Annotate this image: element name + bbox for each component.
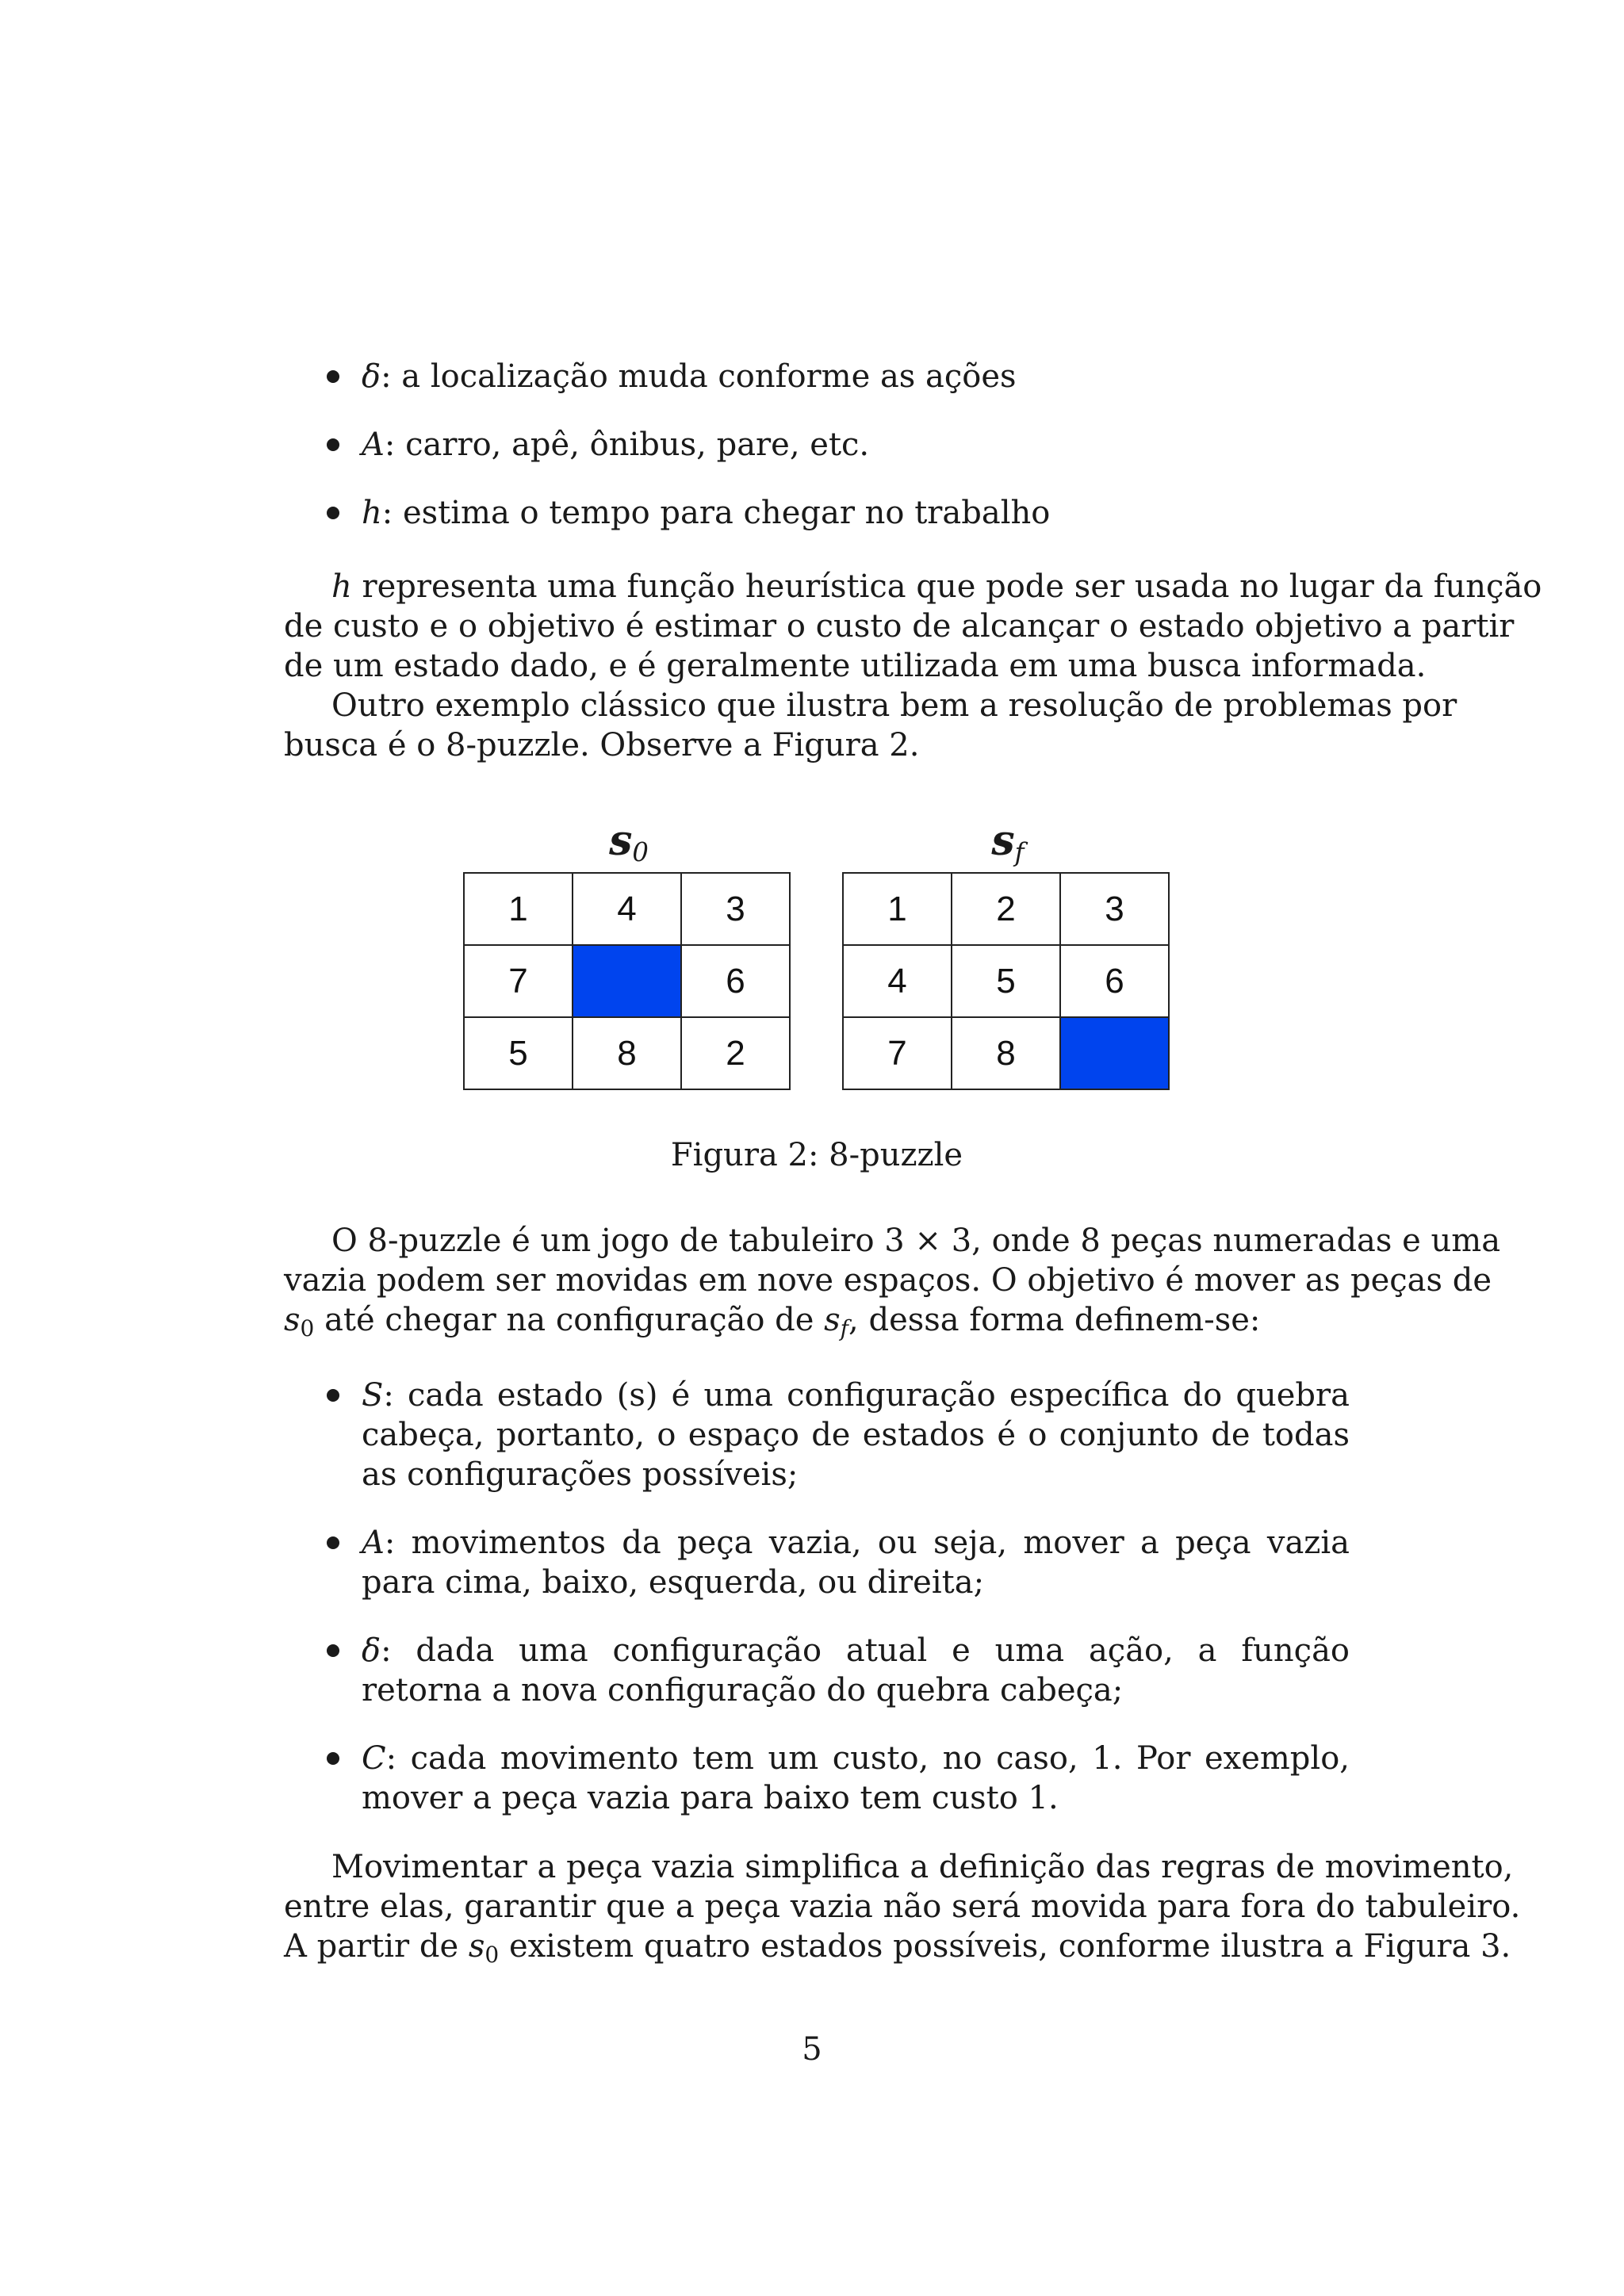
- puzzle-tile: 6: [1061, 946, 1170, 1018]
- item-symbol: h: [362, 495, 382, 531]
- list-item: [327, 1739, 1350, 1818]
- board-label-s0: $s_0$: [609, 817, 649, 868]
- item-symbol: S: [362, 1377, 384, 1414]
- page-number: 5: [802, 2031, 822, 2068]
- bullet-icon: [327, 1389, 339, 1402]
- puzzle-tile: 5: [952, 946, 1061, 1018]
- paragraph-line: vazia podem ser movidas em nove espaços. O objetivo é mover as peças de: [284, 1262, 1492, 1299]
- puzzle-tile: 1: [844, 874, 952, 946]
- puzzle-tile: 2: [952, 874, 1061, 946]
- item-text: : a localização muda conforme as ações: [381, 358, 1017, 395]
- puzzle-tile: 5: [465, 1018, 573, 1090]
- bullet-icon: [327, 438, 339, 451]
- board-label-sf: $s_f$: [991, 817, 1025, 868]
- puzzle-tile: 3: [682, 874, 791, 946]
- definitions-bullet-list: [327, 1376, 1350, 1846]
- puzzle-tile: 7: [465, 946, 573, 1018]
- item-symbol: A: [362, 427, 385, 463]
- list-item: [327, 357, 1350, 396]
- paragraph-8puzzle-description: [284, 1221, 1501, 1341]
- item-symbol: A: [362, 1525, 385, 1561]
- paragraph-line: de custo e o objetivo é estimar o custo de alcançar o estado objetivo a partir: [284, 608, 1515, 645]
- paragraph-line: A partir de $s_0$ existem quatro estados possíveis, conforme ilustra a Figura 3.: [284, 1928, 1511, 1968]
- item-text: : estima o tempo para chegar no trabalho: [381, 495, 1051, 531]
- item-symbol: δ: [362, 1632, 381, 1669]
- paragraph-line: de um estado dado, e é geralmente utilizada em uma busca informada.: [284, 648, 1427, 684]
- puzzle-tile: 3: [1061, 874, 1170, 946]
- figure-caption: Figura 2: 8-puzzle: [670, 1137, 963, 1173]
- item-text: : carro, apê, ônibus, pare, etc.: [384, 427, 870, 463]
- puzzle-tile: 8: [952, 1018, 1061, 1090]
- bullet-icon: [327, 507, 339, 519]
- list-item: [327, 1631, 1350, 1710]
- paragraph-line: $s_0$ até chegar na configuração de $s_f$, dessa forma definem-se:: [284, 1302, 1261, 1341]
- paragraph-line: busca é o 8-puzzle. Observe a Figura 2.: [284, 727, 920, 763]
- bullet-icon: [327, 1644, 339, 1657]
- item-text: : movimentos da peça vazia, ou seja, mover a peça vazia para cima, baixo, esquerda, ou direita;: [362, 1525, 1350, 1601]
- puzzle-tile: 6: [682, 946, 791, 1018]
- paragraph-heuristic: [284, 567, 1542, 686]
- item-text: : cada movimento tem um custo, no caso, 1. Por exemplo, mover a peça vazia para baixo tem custo 1.: [362, 1740, 1350, 1816]
- paragraph-line: O 8-puzzle é um jogo de tabuleiro 3 × 3, onde 8 peças numeradas e uma: [331, 1223, 1501, 1259]
- puzzle-tile: 7: [844, 1018, 952, 1090]
- empty-tile: [1061, 1018, 1170, 1090]
- list-item: [327, 425, 1350, 465]
- item-text: : dada uma configuração atual e uma ação, a função retorna a nova configuração do quebra cabeça;: [362, 1632, 1350, 1709]
- heuristic-symbol: h: [331, 568, 352, 605]
- paragraph-line: representa uma função heurística que pode ser usada no lugar da função: [351, 568, 1542, 605]
- item-symbol: C: [362, 1740, 386, 1777]
- board-initial-state: [463, 872, 791, 1090]
- paragraph-8puzzle-intro: [284, 686, 1457, 765]
- paragraph-empty-piece: [284, 1847, 1521, 1968]
- item-text: : cada estado (s) é uma configuração específica do quebra cabeça, portanto, o espaço de estados é o conjunto de todas as configurações possíveis;: [362, 1377, 1350, 1493]
- list-item: [327, 493, 1350, 533]
- bullet-icon: [327, 370, 339, 383]
- bullet-icon: [327, 1536, 339, 1549]
- board-goal-state: [842, 872, 1170, 1090]
- empty-tile: [573, 946, 682, 1018]
- puzzle-tile: 4: [573, 874, 682, 946]
- list-item: [327, 1523, 1350, 1602]
- item-symbol: δ: [362, 358, 381, 395]
- puzzle-tile: 4: [844, 946, 952, 1018]
- bullet-icon: [327, 1752, 339, 1765]
- paragraph-line: Outro exemplo clássico que ilustra bem a resolução de problemas por: [331, 687, 1457, 724]
- puzzle-tile: 2: [682, 1018, 791, 1090]
- top-bullet-list: [327, 357, 1350, 561]
- puzzle-tile: 1: [465, 874, 573, 946]
- list-item: [327, 1376, 1350, 1494]
- paragraph-line: entre elas, garantir que a peça vazia não será movida para fora do tabuleiro.: [284, 1888, 1521, 1925]
- puzzle-tile: 8: [573, 1018, 682, 1090]
- paragraph-line: Movimentar a peça vazia simplifica a definição das regras de movimento,: [331, 1849, 1514, 1885]
